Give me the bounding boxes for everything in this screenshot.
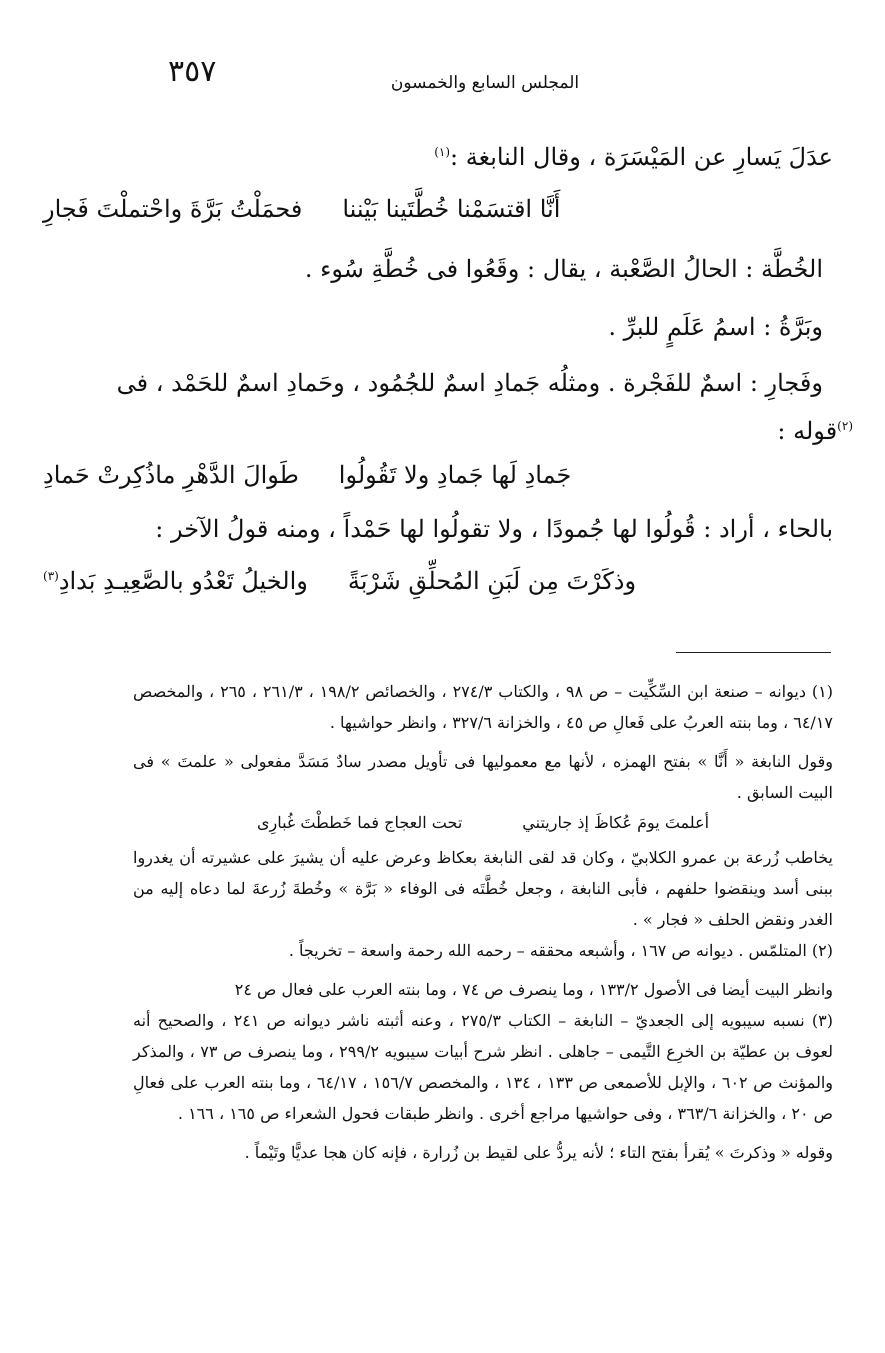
verse-2 [43,461,833,489]
footnote-2-more: وانظر البيت أيضا فى الأصول ١٣٣/٢ ، وما ينصرف ص ٧٤ ، وما بنته العرب على فعال ص ٢٤ [234,980,833,999]
verse-3-second-hemistich-text: والخيلُ تَعْدُو بالصَّعِيـدِ بَدادِ [58,567,308,595]
footnotes [133,676,833,1168]
verse-1-first-hemistich: أَنَّا اقتسَمْنا خُطَّتَينا بَيْننا [342,195,561,223]
text-line-1 [434,143,833,171]
text-line-5 [777,417,853,445]
text-line-3: وبَرَّةُ : اسمُ عَلَمٍ للبرِّ . [608,313,823,341]
text-line-4: وفَجارِ : اسمٌ للفَجْرة . ومثلُه جَمادِ اسمٌ للجُمُود ، وحَمادِ اسمٌ للحَمْد ، فى [116,369,823,397]
page-number: ٣٥٧ [168,54,217,89]
verse-1-second-hemistich: فحمَلْتُ بَرَّةَ واحْتملْتَ فَجارِ [43,195,303,223]
verse-1 [43,195,833,223]
text-line-6: بالحاء ، أراد : قُولُوا لها جُمودًا ، ولا تقولُوا لها حَمْداً ، ومنه قولُ الآخر : [155,515,833,543]
footnote-ref-1: (١) [434,145,451,159]
verse-3-second-hemistich [43,567,308,595]
footnote-1-note: وقول النابغة « أَنَّا » بفتح الهمزه ، لأنها مع معموليها فى تأويل مصدر سادٌ مَسَدَّ مفعولى « علمتَ » فى البيت السابق . [133,752,833,802]
footnote-1-verse [133,810,833,836]
footnote-3-note: وقوله « وذكرتَ » يُقرأ بفتح التاء ؛ لأنه يردُّ على لقيط بن زُرارة ، فإنه كان هجا عديًّا وتَيْماً . [244,1143,833,1162]
footnote-1-tail: يخاطب زُرعة بن عمرو الكلابيّ ، وكان قد لقى النابغة بعكاظ وعرض عليه أن يشيرَ على عشيرته أن يغدروا ببنى أسد وينقضوا حلفهم ، فأبى النابغة ، وجعل خُطَّتَه فى الوفاء « بَرَّة » وخُطةَ زُرعةَ لما دعاه إليه من الغدر ونقض الحلف « فجار » . [133,848,834,929]
footnote-1-verse-second-hemistich: تحت العجاج فما خَططْتَ غُبارِى [256,813,463,832]
footnote-ref-2: (٢) [837,419,853,433]
text-line-2: الخُطَّة : الحالُ الصَّعْبة ، يقال : وقَعُوا فى خُطَّةِ سُوء . [304,255,823,283]
footnote-separator [676,652,831,653]
verse-3-first-hemistich: وذكَرْتَ مِن لَبَنِ المُحلِّقِ شَرْبَةً [347,567,637,595]
verse-2-second-hemistich: طَوالَ الدَّهْرِ ماذُكِرتْ حَمادِ [43,461,299,489]
footnote-1-verse-first-hemistich: أعلمتَ يومَ عُكاظَ إذ جاريتني [522,813,710,832]
verse-2-first-hemistich: جَمادِ لَها جَمادِ ولا تَقُولُوا [338,461,572,489]
verse-3 [43,567,833,595]
footnote-3: (٣) نسبه سيبويه إلى الجعديّ – النابغة – الكتاب ٢٧٥/٣ ، وعنه أثبته ناشر ديوانه ص ٢٤١ ، والصحيح أنه لعوف بن عطيّة بن الخرِع التَّيمى – جاهلى . انظر شرح أبيات سيبويه ٢٩٩/٢ ، وما ينصرف ص ٧٣ ، والمذكر والمؤنث ص ٦٠٢ ، والإبل للأصمعى ص ١٣٣ ، ١٣٤ ، والمخصص ١٥٦/٧ ، ٦٤/١٧ ، وما بنته العرب على فعالِ ص ٢٠ ، والخزانة ٣٦٣/٦ ، وفى حواشيها مراجع أخرى . وانظر طبقات فحول الشعراء ص ١٦٥ ، ١٦٦ . [133,1011,834,1123]
footnote-1: (١) ديوانه – صنعة ابن السِّكِّيت – ص ٩٨ ، والكتاب ٢٧٤/٣ ، والخصائص ١٩٨/٢ ، ٢٦١/٣ ، ٢٦٥ ، والمخصص ٦٤/١٧ ، وما بنته العربُ على فَعالِ ص ٤٥ ، والخزانة ٣٢٧/٦ ، وانظر حواشيها . [133,682,833,732]
line-5-text: قوله : [777,417,838,445]
footnote-ref-3: (٣) [43,569,59,583]
footnote-2: (٢) المتلمّس . ديوانه ص ١٦٧ ، وأشبعه محققه – رحمه الله رحمة واسعة – تخريجاً . [288,941,833,960]
running-title: المجلس السابع والخمسون [390,73,580,93]
line-1-text: عدَلَ يَسارِ عن المَيْسَرَة ، وقال النابغة : [450,143,833,171]
